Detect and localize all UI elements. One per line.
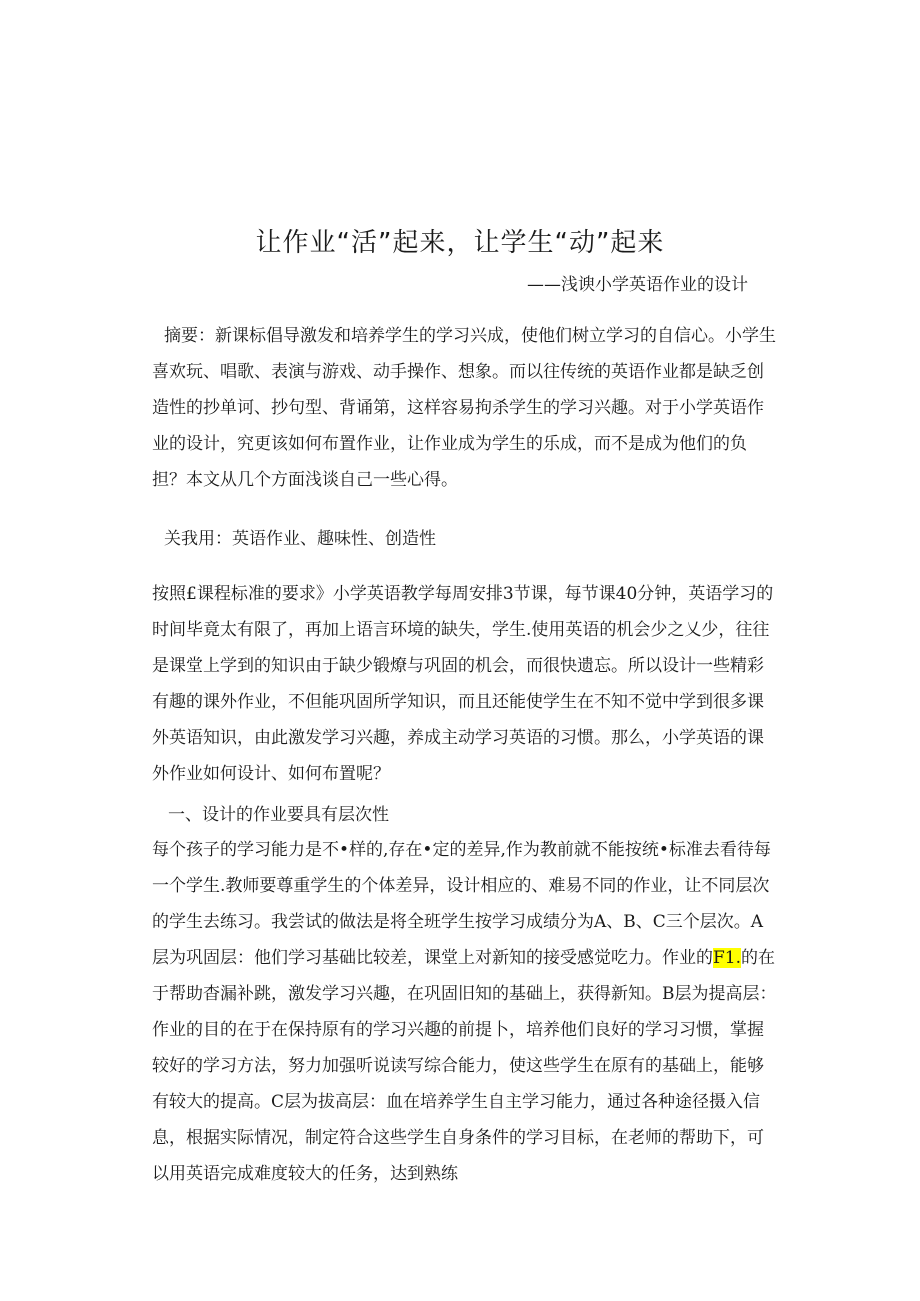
highlighted-text: F1. [713, 948, 742, 968]
paragraph-text-after: 的在于帮助杳漏补跳，激发学习兴趣，在巩固旧知的基础上，获得新知。B层为提高层：作业的目的在于在保持原有的学习兴趣的前提卜，培养他们良好的学习习惯，掌握较好的学习方法，努力加强听说读写综合能力，使这些学生在原有的基础上，能够有较大的提高。C层为拔高层：血在培养学生自主学习能力，通过各种途径摄入信息，根据实际情况，制定符合这些学生自身条件的学习目标，在老师的帮助下，可以用英语完成难度较大的任务，达到熟练 [152, 948, 777, 1184]
section-heading-1: 一、设计的作业要具有层次性 [168, 805, 389, 825]
page-title: 让作业“活”起来，让学生“动”起来 [255, 228, 665, 258]
paragraph-text-before: 每个孩子的学习能力是不•样的,存在•定的差异,作为教前就不能按统•标准去看待每一个学生.教师要尊重学生的个体差异，设计相应的、难易不同的作业，让不同层次的学生去练习。我尝试的做法是将全班学生按学习成绩分为A、B、C三个层次。A层为巩固层：他们学习基础比较差，课堂上对新知的接受感觉吃力。作业的 [152, 840, 771, 968]
keywords-line: 关我用：英语作业、趣味性、创造性 [164, 529, 436, 549]
section-1-paragraph [152, 832, 778, 1192]
abstract-paragraph: 摘要：新课标倡导激发和培养学生的学习兴成，使他们树立学习的自信心。小学生喜欢玩、唱歌、表演与游戏、动手操作、想象。而以往传统的英语作业都是缺乏创造性的抄单诃、抄句型、背诵第，这样容易拘杀学生的学习兴趣。对于小学英语作业的设计，究更该如何布置作业，让作业成为学生的乐成，而不是成为他们的负担？本文从几个方面浅谈自己一些心得。 [152, 326, 776, 490]
page-subtitle: ——浅谀小学英语作业的设计 [527, 275, 748, 295]
intro-paragraph: 按照£课程标准的要求》小学英语教学每周安排3节课，每节课40分钟，英语学习的时间毕竟太有限了，再加上语言环境的缺失，学生.使用英语的机会少之乂少，往往是课堂上学到的知识由于缺少锻燎与巩固的机会，而很快遗忘。所以设计一些精彩有趣的课外作业，不但能巩固所学知识，而且还能使学生在不知不觉中学到很多课外英语知识，由此激发学习兴趣，养成主动学习英语的习惯。那么，小学英语的课外作业如何设计、如何布置呢？ [152, 584, 774, 784]
